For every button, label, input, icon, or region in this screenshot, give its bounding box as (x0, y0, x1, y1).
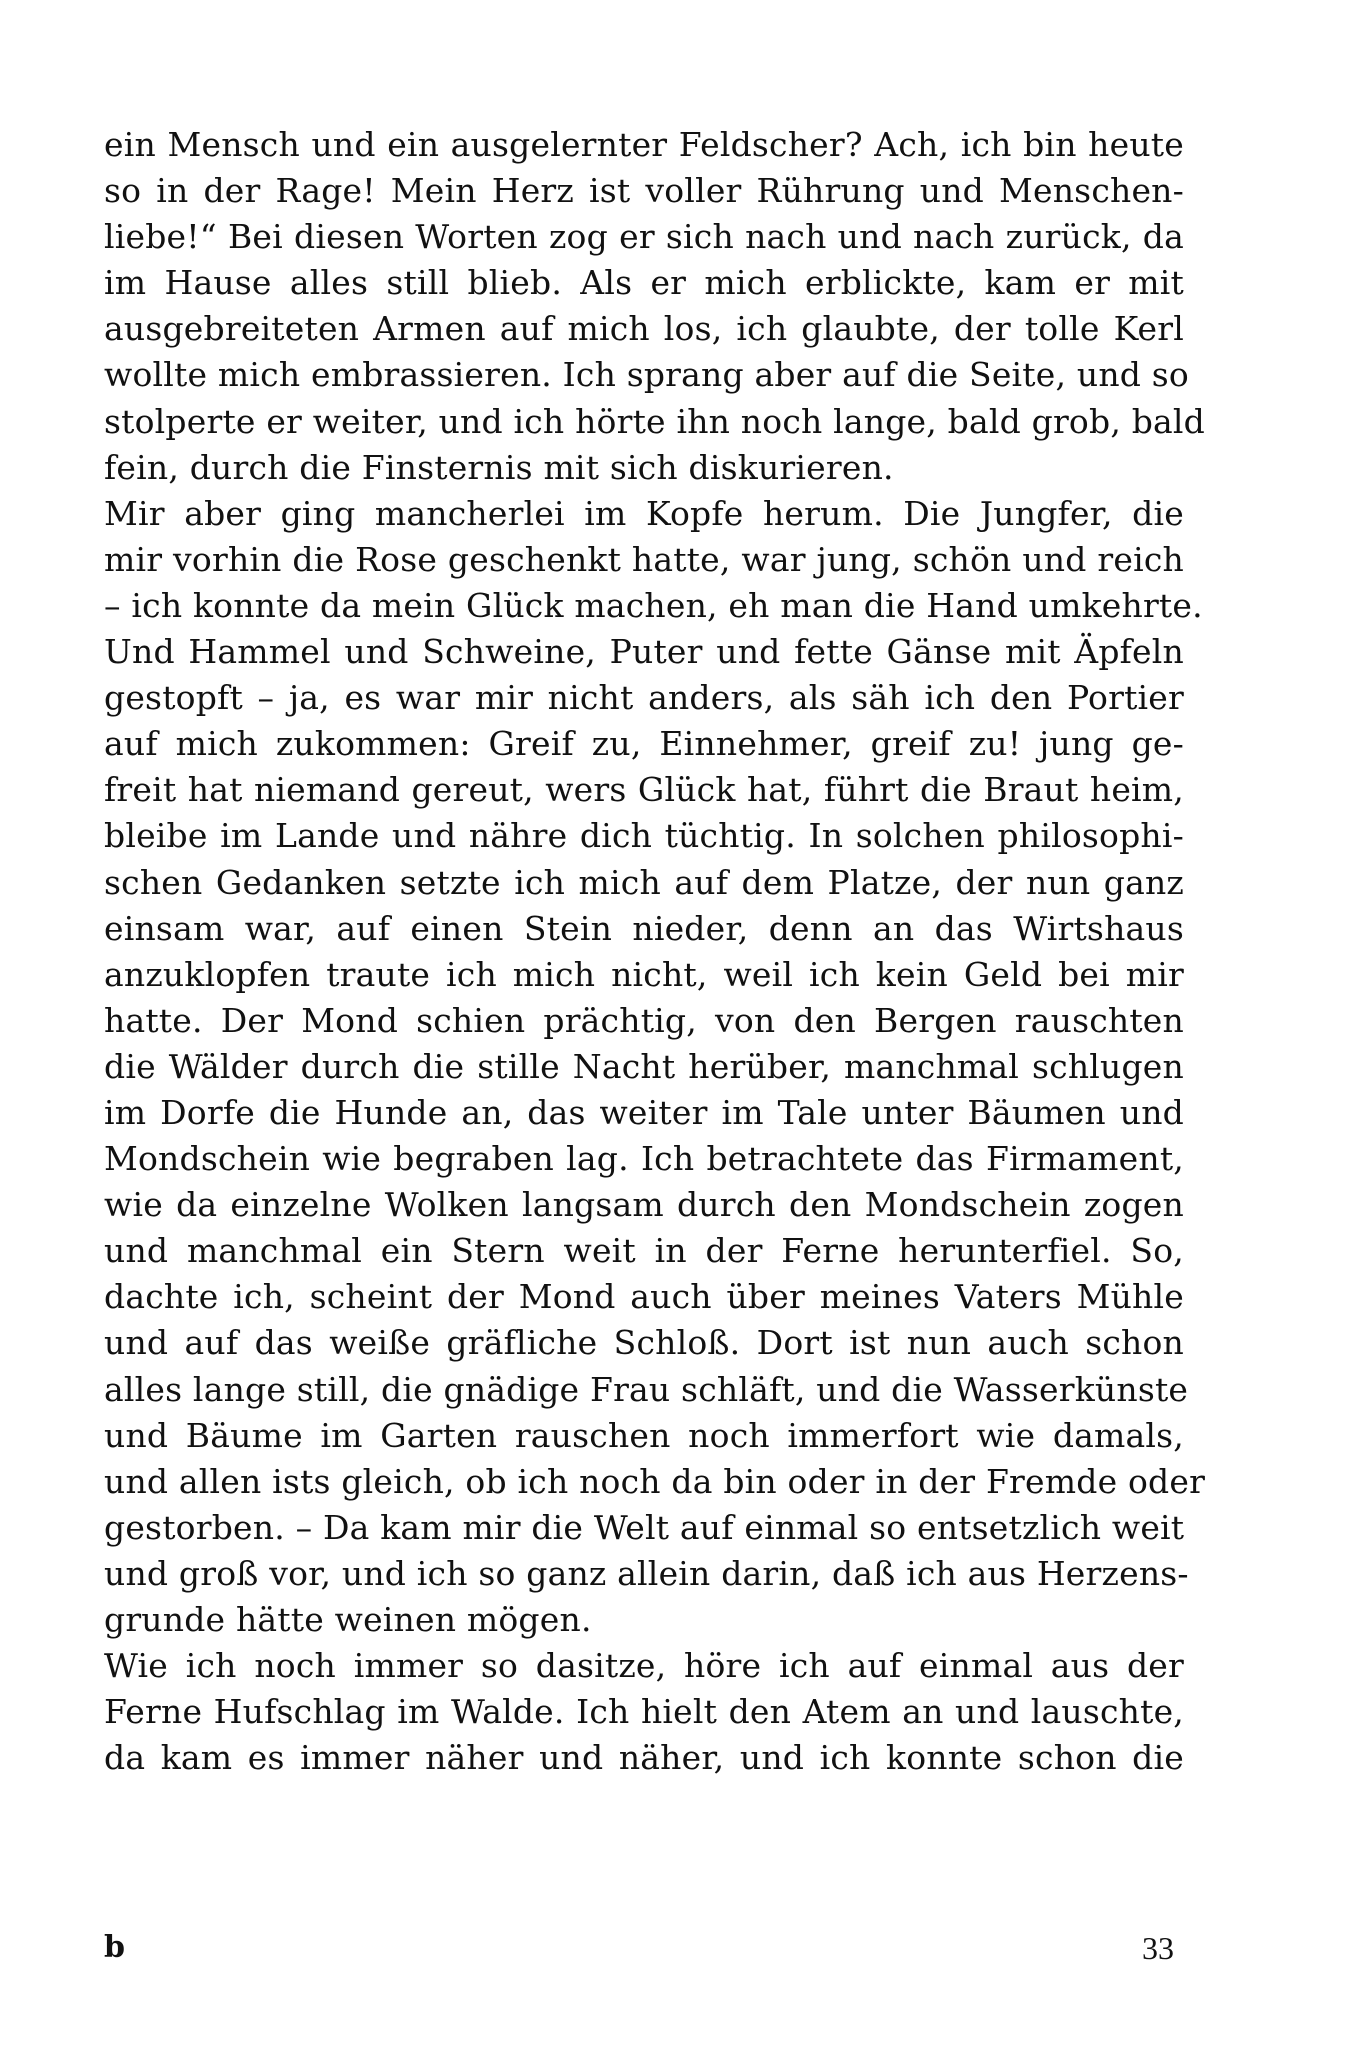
text-line: dachte ich, scheint der Mond auch über meines Vaters Mühle (104, 1277, 1184, 1317)
text-line: alles lange still, die gnädige Frau schläft, und die Wasserkünste (104, 1369, 1189, 1409)
text-line: Mondschein wie begraben lag. Ich betrachtete das Firmament, (104, 1139, 1184, 1179)
text-line: im Hause alles still blieb. Als er mich erblickte, kam er mit (104, 263, 1184, 303)
page-footer (104, 1930, 1174, 1970)
text-line: auf mich zukommen: Greif zu, Einnehmer, greif zu! jung ge- (104, 724, 1184, 764)
text-line: ausgebreiteten Armen auf mich los, ich glaubte, der tolle Kerl (104, 309, 1184, 349)
text-line: wollte mich embrassieren. Ich sprang aber auf die Seite, und so (104, 355, 1190, 395)
text-line: hatte. Der Mond schien prächtig, von den Bergen rauschten (104, 1000, 1184, 1040)
text-line: grunde hätte weinen mögen. (104, 1600, 592, 1639)
text-line: – ich konnte da mein Glück machen, eh man die Hand umkehrte. (104, 585, 1203, 625)
text-line: und Bäume im Garten rauschen noch immerfort wie damals, (104, 1415, 1184, 1455)
text-line: stolperte er weiter, und ich hörte ihn noch lange, bald grob, bald (104, 401, 1205, 441)
signature-mark: b (104, 1930, 125, 1965)
text-line: gestopft – ja, es war mir nicht anders, als säh ich den Portier (104, 678, 1184, 718)
text-line: Mir aber ging mancherlei im Kopfe herum. Die Jungfer, die (104, 493, 1184, 533)
text-line: anzuklopfen traute ich mich nicht, weil ich kein Geld bei mir (104, 954, 1184, 994)
text-line: mir vorhin die Rose geschenkt hatte, war jung, schön und reich (104, 539, 1184, 579)
text-line: gestorben. – Da kam mir die Welt auf einmal so entsetzlich weit (104, 1507, 1185, 1547)
text-line: ein Mensch und ein ausgelernter Feldscher? Ach, ich bin heute (104, 125, 1184, 164)
text-line: Wie ich noch immer so dasitze, höre ich auf einmal aus der (104, 1646, 1184, 1686)
body-text (104, 122, 1206, 1781)
text-line: und groß vor, und ich so ganz allein darin, daß ich aus Herzens- (104, 1553, 1189, 1593)
text-line: da kam es immer näher und näher, und ich konnte schon die (104, 1738, 1184, 1778)
text-line: Und Hammel und Schweine, Puter und fette Gänse mit Äpfeln (104, 632, 1184, 672)
page-number: 33 (1142, 1930, 1174, 1966)
text-line: schen Gedanken setzte ich mich auf dem Platze, der nun ganz (104, 862, 1184, 902)
text-line: einsam war, auf einen Stein nieder, denn an das Wirtshaus (104, 908, 1184, 948)
text-line: wie da einzelne Wolken langsam durch den Mondschein zogen (104, 1185, 1184, 1225)
text-line: und auf das weiße gräfliche Schloß. Dort ist nun auch schon (104, 1323, 1184, 1363)
text-line: freit hat niemand gereut, wers Glück hat, führt die Braut heim, (104, 770, 1184, 810)
text-line: die Wälder durch die stille Nacht herüber, manchmal schlugen (104, 1046, 1184, 1086)
text-line: so in der Rage! Mein Herz ist voller Rührung und Menschen- (104, 171, 1184, 211)
text-line: im Dorfe die Hunde an, das weiter im Tale unter Bäumen und (104, 1092, 1184, 1132)
text-line: und allen ists gleich, ob ich noch da bin oder in der Fremde oder (104, 1461, 1206, 1501)
text-line: fein, durch die Finsternis mit sich diskurieren. (104, 447, 894, 487)
text-line: und manchmal ein Stern weit in der Ferne herunterfiel. So, (104, 1231, 1184, 1271)
text-line: bleibe im Lande und nähre dich tüchtig. In solchen philosophi- (104, 816, 1184, 856)
text-line: liebe!“ Bei diesen Worten zog er sich nach und nach zurück, da (104, 217, 1184, 257)
text-line: Ferne Hufschlag im Walde. Ich hielt den Atem an und lauschte, (104, 1692, 1184, 1732)
